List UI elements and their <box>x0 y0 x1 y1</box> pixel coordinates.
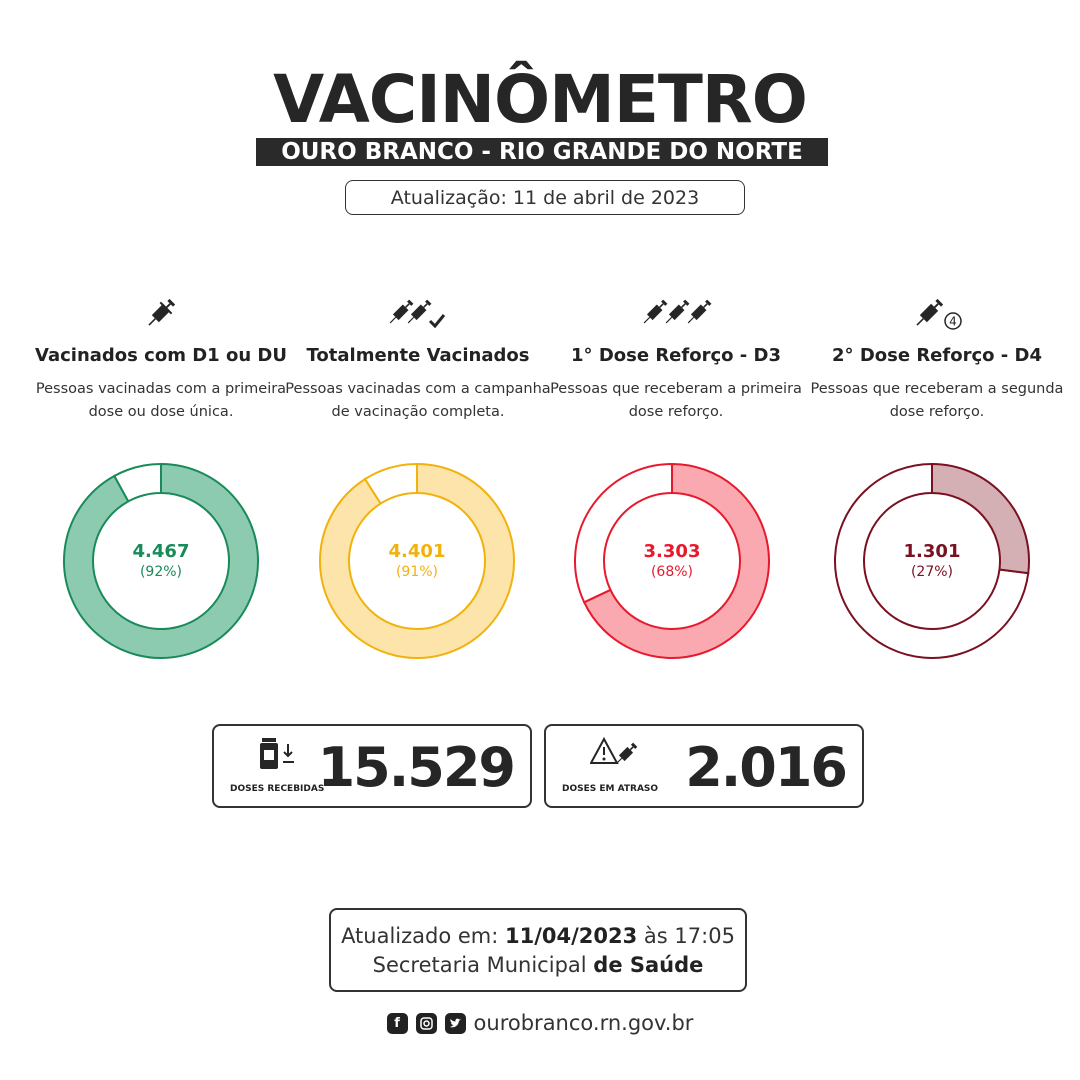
page-subtitle: OURO BRANCO - RIO GRANDE DO NORTE <box>256 138 828 166</box>
doses-received-label: DOSES RECEBIDAS <box>230 784 325 794</box>
donut-full <box>317 461 517 665</box>
doses-delayed-label: DOSES EM ATRASO <box>562 784 659 794</box>
footer-line-1 <box>331 922 745 951</box>
donut-value: 4.467 <box>132 541 190 562</box>
footer-prefix: Atualizado em: <box>341 924 506 948</box>
footer-time: às 17:05 <box>637 924 735 948</box>
doses-delayed-box <box>544 724 864 808</box>
website-link[interactable]: ourobranco.rn.gov.br <box>473 1011 694 1035</box>
donut-percent: (27%) <box>910 564 954 580</box>
warning-syringe-icon <box>590 736 638 774</box>
website-row <box>0 1011 1080 1035</box>
card-description: Pessoas vacinadas com a campanha de vacinação completa. <box>285 381 551 420</box>
donut-value: 3.303 <box>643 541 701 562</box>
donut-d4 <box>832 461 1032 665</box>
footer-date: 11/04/2023 <box>505 924 638 948</box>
update-badge: Atualização: 11 de abril de 2023 <box>345 180 745 215</box>
donut-percent: (92%) <box>139 564 183 580</box>
card-d3 <box>541 292 811 424</box>
card-full <box>283 292 553 424</box>
card-title: 2° Dose Reforço - D4 <box>832 345 1042 366</box>
triple-syringe-icon <box>541 292 811 334</box>
donut-value: 1.301 <box>903 541 961 562</box>
donut-percent: (91%) <box>395 564 439 580</box>
twitter-icon[interactable] <box>445 1013 466 1034</box>
donut-filled-slice <box>64 464 258 658</box>
page-title: VACINÔMETRO <box>273 61 807 138</box>
card-title: 1° Dose Reforço - D3 <box>571 345 781 366</box>
single-syringe-icon <box>26 292 296 334</box>
donut-d1 <box>61 461 261 665</box>
card-d1 <box>26 292 296 424</box>
facebook-icon[interactable]: f <box>387 1013 408 1034</box>
instagram-icon[interactable] <box>416 1013 437 1034</box>
donut-filled-slice <box>932 464 1029 573</box>
donut-value: 4.401 <box>388 541 446 562</box>
doses-delayed-value: 2.016 <box>685 736 846 799</box>
svg-text:4: 4 <box>949 314 957 329</box>
donut-d3 <box>572 461 772 665</box>
donut-filled-slice <box>320 464 514 658</box>
donut-remaining-slice <box>575 464 672 602</box>
card-description: Pessoas que receberam a segunda dose reforço. <box>810 381 1064 420</box>
card-title: Vacinados com D1 ou DU <box>35 345 287 366</box>
footer-update-box <box>329 908 747 992</box>
syringe-four-icon <box>802 292 1072 334</box>
footer-org-prefix: Secretaria Municipal <box>372 953 594 977</box>
doses-received-value: 15.529 <box>317 736 514 799</box>
footer-line-2 <box>331 951 745 980</box>
footer-org-bold: de Saúde <box>593 953 704 977</box>
card-description: Pessoas vacinadas com a primeira dose ou dose única. <box>35 381 287 420</box>
doses-received-box <box>212 724 532 808</box>
vial-download-icon <box>258 736 298 774</box>
card-title: Totalmente Vacinados <box>306 345 530 366</box>
card-description: Pessoas que receberam a primeira dose reforço. <box>550 381 802 420</box>
donut-percent: (68%) <box>650 564 694 580</box>
card-d4 <box>802 292 1072 424</box>
double-syringe-check-icon <box>283 292 553 334</box>
